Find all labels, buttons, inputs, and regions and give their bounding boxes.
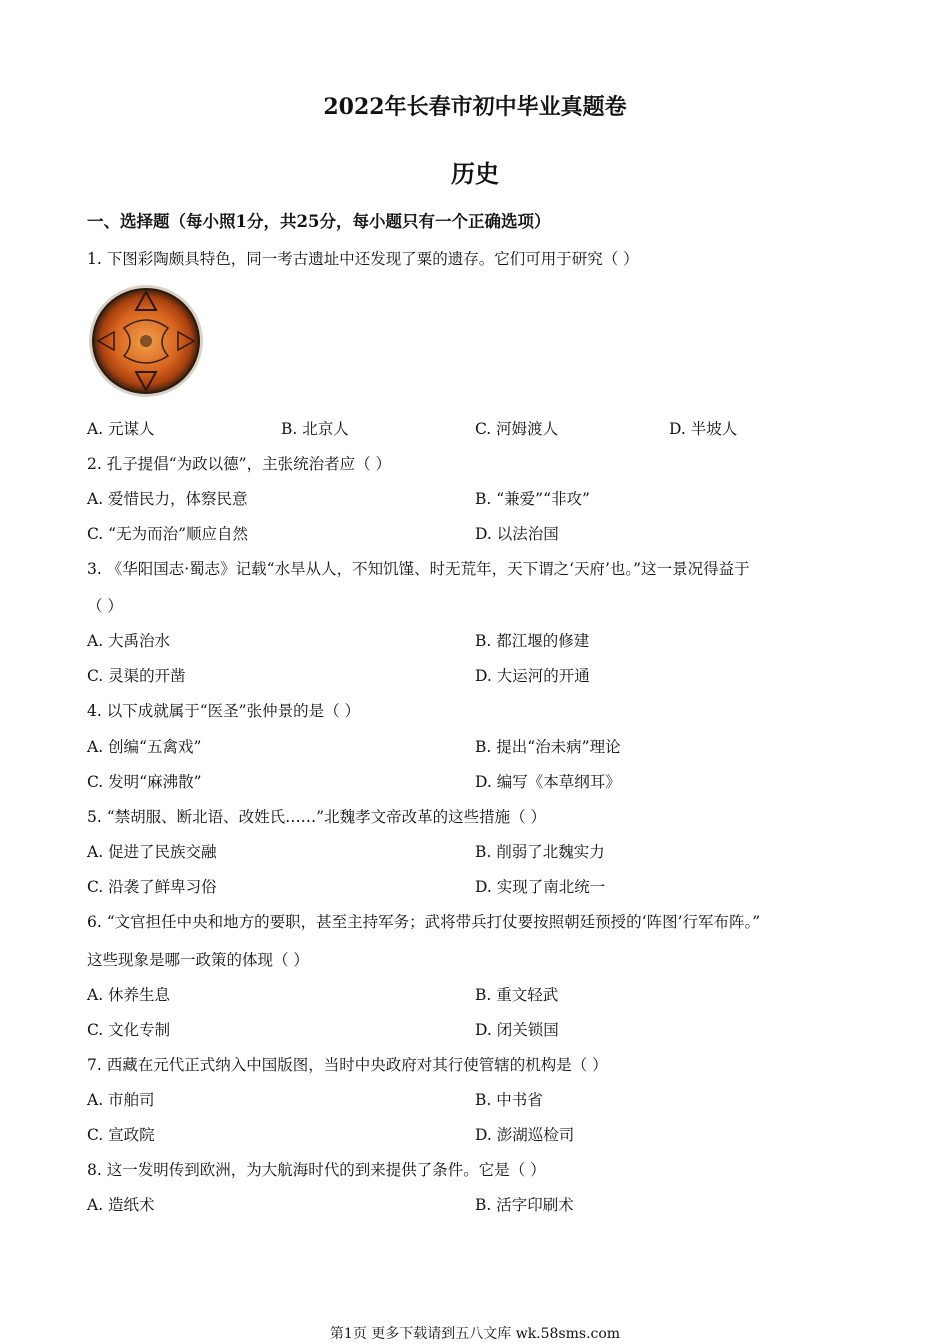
question-7-stem: 7. 西藏在元代正式纳入中国版图，当时中央政府对其行使管辖的机构是（ ） — [87, 1056, 608, 1074]
q1-option-c: C. 河姆渡人 — [475, 420, 559, 438]
q4-option-d: D. 编写《本草纲耳》 — [475, 773, 621, 791]
q2-option-a: A. 爱惜民力，体察民意 — [87, 490, 248, 508]
q5-option-d: D. 实现了南北统一 — [475, 878, 606, 896]
q8-option-b: B. 活字印刷术 — [475, 1196, 574, 1214]
question-5-stem: 5. “禁胡服、断北语、改姓氏……”北魏孝文帝改革的这些措施（ ） — [87, 808, 546, 826]
q5-option-c: C. 沿袭了鲜卑习俗 — [87, 878, 217, 896]
q7-option-b: B. 中书省 — [475, 1091, 543, 1109]
question-1-stem: 1. 下图彩陶颇具特色，同一考古遗址中还发现了粟的遗存。它们可用于研究（ ） — [87, 250, 639, 268]
pottery-basin-image — [86, 282, 206, 400]
q3-option-c: C. 灵渠的开凿 — [87, 667, 186, 685]
section-heading: 一、选择题（每小照1分，共25分，每小题只有一个正确选项） — [87, 212, 551, 231]
subject-title: 历史 — [451, 159, 499, 188]
question-8-stem: 8. 这一发明传到欧洲，为大航海时代的到来提供了条件。它是（ ） — [87, 1161, 546, 1179]
q1-option-a: A. 元谋人 — [87, 420, 155, 438]
question-2-stem: 2. 孔子提倡“为政以德”，主张统治者应（ ） — [87, 455, 391, 473]
q4-option-c: C. 发明“麻沸散” — [87, 773, 202, 791]
q5-option-b: B. 削弱了北魏实力 — [475, 843, 605, 861]
question-6-stem-cont: 这些现象是哪一政策的体现（ ） — [87, 951, 309, 969]
page-footer: 第1页 更多下载请到五八文库 wk.58sms.com — [329, 1326, 621, 1342]
q6-option-a: A. 休养生息 — [87, 986, 171, 1004]
q2-option-d: D. 以法治国 — [475, 525, 559, 543]
q4-option-b: B. 提出“治未病”理论 — [475, 738, 621, 756]
question-4-stem: 4. 以下成就属于“医圣”张仲景的是（ ） — [87, 702, 360, 720]
exam-title: 2022年长春市初中毕业真题卷 — [323, 94, 627, 120]
q7-option-a: A. 市舶司 — [87, 1091, 155, 1109]
q2-option-b: B. “兼爱”“非攻” — [475, 490, 590, 508]
q8-option-a: A. 造纸术 — [87, 1196, 155, 1214]
q6-option-c: C. 文化专制 — [87, 1021, 171, 1039]
question-3-stem: 3. 《华阳国志·蜀志》记载“水旱从人，不知饥馑、时无荒年，天下谓之‘天府’也。”这一景况得益于 — [87, 560, 750, 578]
q4-option-a: A. 创编“五禽戏” — [87, 738, 202, 756]
q5-option-a: A. 促进了民族交融 — [87, 843, 217, 861]
q6-option-b: B. 重文轻武 — [475, 986, 559, 1004]
q7-option-d: D. 澎湖巡检司 — [475, 1126, 575, 1144]
q6-option-d: D. 闭关锁国 — [475, 1021, 559, 1039]
q3-option-a: A. 大禹治水 — [87, 632, 171, 650]
q1-option-d: D. 半坡人 — [669, 420, 738, 438]
q2-option-c: C. “无为而治”顺应自然 — [87, 525, 249, 543]
q1-option-b: B. 北京人 — [281, 420, 349, 438]
q3-option-d: D. 大运河的开通 — [475, 667, 590, 685]
q7-option-c: C. 宣政院 — [87, 1126, 155, 1144]
question-6-stem: 6. “文官担任中央和地方的要职，甚至主持军务；武将带兵打仗要按照朝廷预授的‘阵图’行军布阵。” — [87, 913, 761, 931]
q3-option-b: B. 都江堰的修建 — [475, 632, 590, 650]
question-3-stem-cont: （ ） — [87, 597, 123, 615]
